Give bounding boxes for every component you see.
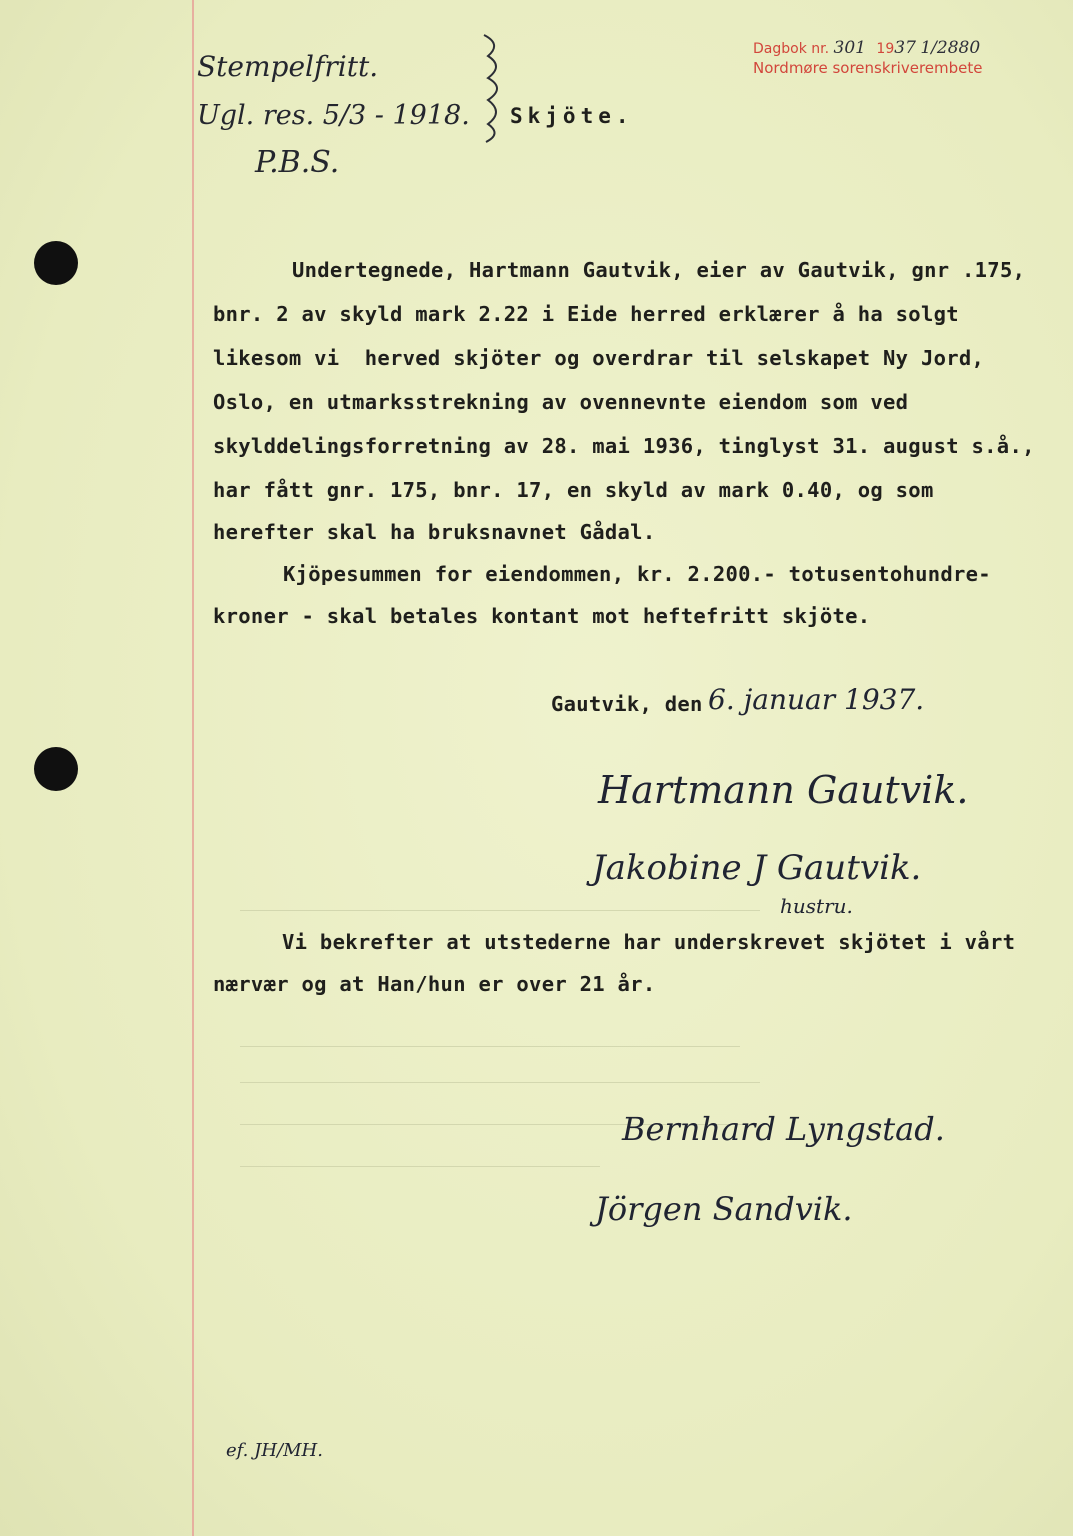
place-date-typed: Gautvik, den (551, 692, 703, 716)
body-line-4: Oslo, en utmarksstrekning av ovennevnte eiendom som ved (213, 390, 909, 414)
signature-hartmann-gautvik: Hartmann Gautvik. (598, 768, 969, 812)
signature-jakobine-gautvik: Jakobine J Gautvik. (592, 848, 922, 888)
stamp-year-suffix: 37 (894, 38, 916, 58)
show-through-line (240, 1046, 740, 1047)
stamp-line1 (753, 38, 983, 59)
stamp-date: 1/2 (920, 38, 948, 58)
signature-jorgen-sandvik: Jörgen Sandvik. (595, 1190, 853, 1228)
document-title: Skjöte. (510, 104, 634, 128)
footer-initials-note: ef. JH/MH. (226, 1440, 323, 1461)
stamp-year-prefix: 19 (876, 41, 895, 57)
price-line-1: Kjöpesummen for eiendommen, kr. 2.200.- totusentohundre- (283, 562, 991, 586)
signature-bernhard-lyngstad: Bernhard Lyngstad. (622, 1110, 945, 1148)
signature-note-hustru: hustru. (780, 894, 853, 918)
bracket-mark (474, 30, 514, 145)
punch-hole-top (34, 241, 78, 285)
show-through-line (240, 910, 760, 911)
registry-stamp (753, 38, 983, 78)
body-line-7: herefter skal ha bruksnavnet Gådal. (213, 520, 656, 544)
margin-note-initials: P.B.S. (255, 145, 340, 180)
punch-hole-bottom (34, 747, 78, 791)
body-line-3: likesom vi herved skjöter og overdrar til selskapet Ny Jord, (213, 346, 985, 370)
body-line-2: bnr. 2 av skyld mark 2.22 i Eide herred erklærer å ha solgt (213, 302, 959, 326)
margin-note-regulation: Ugl. res. 5/3 - 1918. (197, 100, 470, 131)
stamp-page-number: 880 (947, 38, 981, 58)
margin-note-stempelfritt: Stempelfritt. (197, 50, 379, 83)
red-margin-line (192, 0, 194, 1536)
price-line-2: kroner - skal betales kontant mot heftefritt skjöte. (213, 604, 871, 628)
show-through-line (240, 1166, 600, 1167)
stamp-dagbok-prefix: Dagbok nr. (753, 41, 830, 57)
stamp-dagbok-number: 301 (833, 38, 866, 58)
witness-line-1: Vi bekrefter at utstederne har underskrevet skjötet i vårt (282, 930, 1016, 954)
show-through-line (240, 1082, 760, 1083)
stamp-office: Nordmøre sorenskriverembete (753, 59, 983, 78)
witness-line-2: nærvær og at Han/hun er over 21 år. (213, 972, 656, 996)
place-date-handwritten: 6. januar 1937. (708, 683, 925, 716)
body-line-6: har fått gnr. 175, bnr. 17, en skyld av mark 0.40, og som (213, 478, 934, 502)
body-line-1: Undertegnede, Hartmann Gautvik, eier av Gautvik, gnr .175, (292, 258, 1026, 282)
body-line-5: skylddelingsforretning av 28. mai 1936, tinglyst 31. august s.å., (213, 434, 1035, 458)
